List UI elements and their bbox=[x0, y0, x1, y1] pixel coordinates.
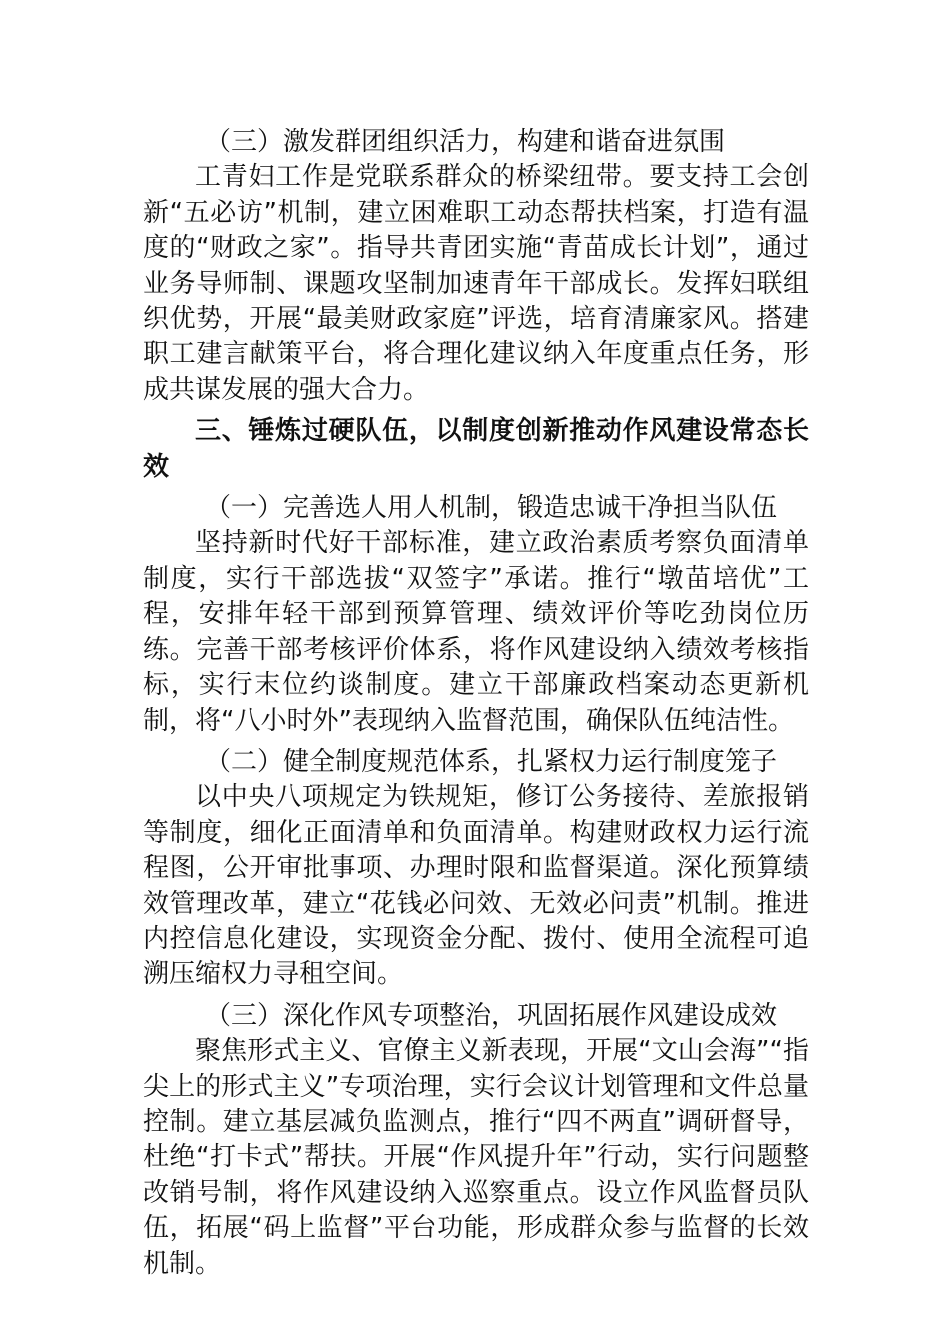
document-page bbox=[143, 125, 809, 1282]
subsection-heading-system: （二）健全制度规范体系，扎紧权力运行制度笼子 bbox=[205, 746, 778, 777]
subsection-heading-rectification: （三）深化作风专项整治，巩固拓展作风建设成效 bbox=[205, 1000, 778, 1031]
paragraph-rectification: 聚焦形式主义、官僚主义新表现，开展“文山会海”“指尖上的形式主义”专项治理，实行会议计划管理和文件总量控制。建立基层减负监测点，推行“四不两直”调研督导，杜绝“打卡式”帮扶。开展“作风提升年”行动，实行问题整改销号制，将作风建设纳入巡察重点。设立作风监督员队伍，拓展“码上监督”平台功能，形成群众参与监督的长效机制。 bbox=[143, 1036, 809, 1279]
main-heading-team-building: 三、锤炼过硬队伍，以制度创新推动作风建设常态长效 bbox=[143, 416, 809, 482]
paragraph-group-activity: 工青妇工作是党联系群众的桥梁纽带。要支持工会创新“五必访”机制，建立困难职工动态帮扶档案，打造有温度的“财政之家”。指导共青团实施“青苗成长计划”，通过业务导师制、课题攻坚制加速青年干部成长。发挥妇联组织优势，开展“最美财政家庭”评选，培育清廉家风。搭建职工建言献策平台，将合理化建议纳入年度重点任务，形成共谋发展的强大合力。 bbox=[143, 162, 809, 405]
subsection-heading-selection: （一）完善选人用人机制，锻造忠诚干净担当队伍 bbox=[205, 493, 778, 524]
paragraph-selection: 坚持新时代好干部标准，建立政治素质考察负面清单制度，实行干部选拔“双签字”承诺。推行“墩苗培优”工程，安排年轻干部到预算管理、绩效评价等吃劲岗位历练。完善干部考核评价体系，将作风建设纳入绩效考核指标，实行末位约谈制度。建立干部廉政档案动态更新机制，将“八小时外”表现纳入监督范围，确保队伍纯洁性。 bbox=[143, 528, 809, 736]
section-heading-group-activity: （三）激发群团组织活力，构建和谐奋进氛围 bbox=[205, 127, 726, 157]
paragraph-system: 以中央八项规定为铁规矩，修订公务接待、差旅报销等制度，细化正面清单和负面清单。构建财政权力运行流程图，公开审批事项、办理时限和监督渠道。深化预算绩效管理改革，建立“花钱必问效、无效必问责”机制。推进内控信息化建设，实现资金分配、拨付、使用全流程可追溯压缩权力寻租空间。 bbox=[143, 782, 809, 990]
